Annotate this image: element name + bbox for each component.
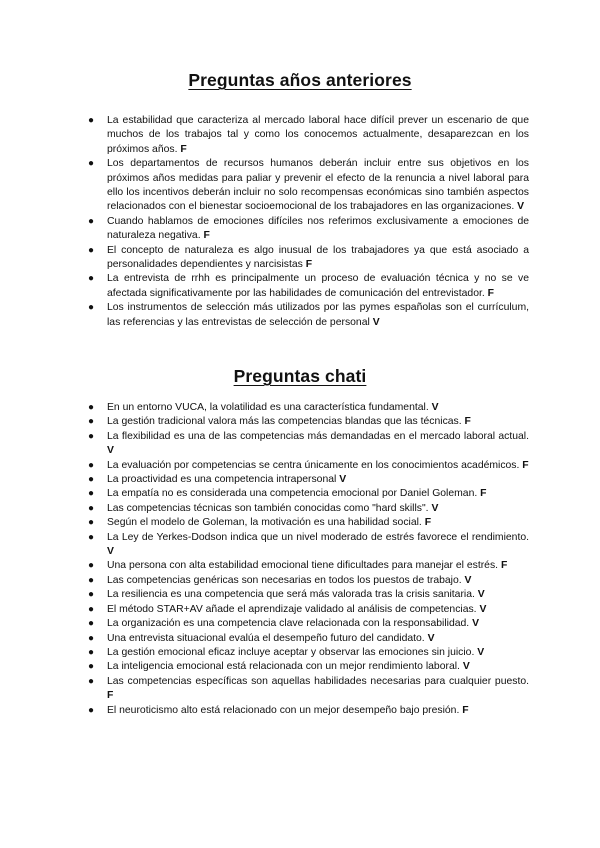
- answer-label: F: [480, 488, 487, 500]
- question-text: La flexibilidad es una de las competencias más demandadas en el mercado laboral actual.: [107, 430, 529, 442]
- section-title-previous-years: Preguntas años anteriores: [188, 70, 412, 90]
- answer-label: V: [431, 502, 439, 514]
- answer-label: V: [372, 316, 380, 328]
- question-text: La evaluación por competencias se centra únicamente en los conocimientos académicos.: [107, 459, 520, 471]
- bullet-icon: ●: [88, 115, 95, 126]
- question-item: [88, 244, 529, 273]
- question-text: La gestión tradicional valora más las competencias blandas que las técnicas.: [107, 416, 462, 428]
- answer-label: V: [107, 445, 114, 457]
- question-text: La empatía no es considerada una competencia emocional por Daniel Goleman.: [107, 488, 478, 500]
- question-item: [88, 415, 529, 429]
- bullet-icon: ●: [88, 302, 95, 314]
- question-text: El método STAR+AV añade el aprendizaje validado al análisis de competencias.: [107, 603, 477, 615]
- answer-label: V: [472, 618, 480, 630]
- bullet-icon: ●: [88, 158, 95, 170]
- answer-label: V: [462, 661, 470, 673]
- bullet-icon: ●: [88, 488, 95, 500]
- answer-label: F: [487, 287, 495, 299]
- bullet-icon: ●: [88, 618, 95, 630]
- question-item: [88, 301, 529, 330]
- bullet-icon: ●: [88, 502, 95, 514]
- question-text: La inteligencia emocional está relacionada con un mejor rendimiento laboral.: [107, 661, 460, 673]
- question-text: La Ley de Yerkes-Dodson indica que un nivel moderado de estrés favorece el rendimiento.: [107, 531, 529, 543]
- bullet-icon: ●: [88, 215, 95, 227]
- bullet-icon: ●: [88, 430, 95, 442]
- question-item: [88, 459, 529, 473]
- question-text: Las competencias técnicas son también conocidas como "hard skills".: [107, 502, 429, 514]
- question-item: [88, 114, 529, 157]
- question-text: La organización es una competencia clave relacionada con la responsabilidad.: [107, 618, 470, 630]
- bullet-icon: ●: [88, 517, 95, 529]
- bullet-icon: ●: [88, 560, 95, 572]
- question-item: [88, 473, 529, 487]
- question-text: Una entrevista situacional evalúa el desempeño futuro del candidato.: [107, 632, 425, 644]
- question-text: El neuroticismo alto está relacionado con un mejor desempeño bajo presión.: [107, 704, 460, 716]
- question-text: El concepto de naturaleza es algo inusual de los trabajadores ya que está asociado a personalidades dependientes y narcisistas: [107, 244, 529, 271]
- question-text: Una persona con alta estabilidad emocional tiene dificultades para manejar el estrés.: [107, 560, 499, 572]
- answer-label: V: [431, 402, 439, 413]
- question-item: [88, 401, 529, 415]
- answer-label: F: [203, 230, 210, 242]
- question-text: Cuando hablamos de emociones difíciles nos referimos exclusivamente a emociones de naturaleza negativa.: [107, 215, 529, 242]
- bullet-icon: ●: [88, 574, 95, 586]
- answer-label: F: [464, 416, 471, 428]
- bullet-icon: ●: [88, 459, 95, 471]
- question-text: La entrevista de rrhh es principalmente un proceso de evaluación técnica y no se ve afectada significativamente por las habilidades de comunicación del entrevistador.: [107, 273, 529, 299]
- answer-label: V: [107, 546, 114, 558]
- bullet-icon: ●: [88, 531, 95, 543]
- question-item: [88, 502, 529, 516]
- bullet-icon: ●: [88, 402, 95, 413]
- answer-label: F: [107, 690, 114, 702]
- answer-label: F: [424, 517, 432, 529]
- answer-label: V: [464, 574, 472, 586]
- section-title-chati: Preguntas chati: [233, 366, 367, 386]
- bullet-icon: ●: [88, 273, 95, 285]
- question-item: [88, 531, 529, 560]
- answer-label: F: [180, 143, 187, 155]
- question-item: [88, 516, 529, 530]
- question-item: [88, 588, 529, 602]
- question-item: [88, 215, 529, 244]
- question-item: [88, 675, 529, 704]
- answer-label: F: [522, 459, 529, 471]
- question-item: [88, 617, 529, 631]
- answer-label: F: [500, 560, 508, 572]
- answer-label: V: [427, 632, 435, 644]
- question-item: [88, 646, 529, 660]
- question-text: Las competencias genéricas son necesarias en todos los puestos de trabajo.: [107, 574, 462, 586]
- bullet-icon: ●: [88, 646, 95, 658]
- question-text: La proactividad es una competencia intrapersonal: [107, 474, 337, 486]
- answer-label: F: [462, 704, 469, 716]
- bullet-icon: ●: [88, 603, 95, 615]
- question-text: La resiliencia es una competencia que será más valorada tras la crisis sanitaria.: [107, 589, 475, 601]
- bullet-icon: ●: [88, 632, 95, 644]
- answer-label: V: [477, 646, 485, 658]
- question-text: Según el modelo de Goleman, la motivación es una habilidad social.: [107, 517, 422, 529]
- bullet-icon: ●: [88, 244, 95, 256]
- bullet-icon: ●: [88, 589, 95, 601]
- question-text: Los departamentos de recursos humanos deberán incluir entre sus objetivos en los próximos años medidas para paliar y prevenir el efecto de la renuncia a nivel laboral para ello los incentivos deberán incluir no solo recompensas económicas sino también aspectos relacionados con el bienestar socioemocional de los trabajadores en las organizaciones.: [107, 158, 529, 213]
- question-item: [88, 559, 529, 573]
- answer-label: F: [305, 259, 313, 271]
- bullet-icon: ●: [88, 661, 95, 673]
- question-item: [88, 603, 529, 617]
- question-text: La gestión emocional eficaz incluye aceptar y observar las emociones sin juicio.: [107, 646, 475, 658]
- question-item: [88, 157, 529, 215]
- question-item: [88, 660, 529, 674]
- question-text: Los instrumentos de selección más utilizados por las pymes españolas son el currículum, las referencias y las entrevistas de selección de personal: [107, 302, 529, 328]
- bullet-icon: ●: [88, 675, 95, 687]
- question-text: Las competencias específicas son aquellas habilidades necesarias para cualquier puesto.: [107, 675, 529, 687]
- bullet-icon: ●: [88, 704, 95, 716]
- question-list-previous-years: [88, 114, 529, 330]
- question-item: [88, 632, 529, 646]
- answer-label: V: [479, 603, 487, 615]
- question-item: [88, 272, 529, 301]
- question-text: En un entorno VUCA, la volatilidad es una característica fundamental.: [107, 402, 429, 413]
- question-item: [88, 430, 529, 459]
- answer-label: V: [339, 474, 347, 486]
- answer-label: V: [517, 201, 525, 213]
- bullet-icon: ●: [88, 474, 95, 486]
- question-list-chati: [88, 401, 529, 718]
- question-item: [88, 704, 529, 718]
- answer-label: V: [477, 589, 485, 601]
- question-item: [88, 487, 529, 501]
- bullet-icon: ●: [88, 416, 95, 428]
- question-item: [88, 574, 529, 588]
- question-text: La estabilidad que caracteriza al mercado laboral hace difícil prever un escenario de que muchos de los trabajos tal y como los conocemos actualmente, desaparezcan en los próximos años.: [107, 115, 529, 155]
